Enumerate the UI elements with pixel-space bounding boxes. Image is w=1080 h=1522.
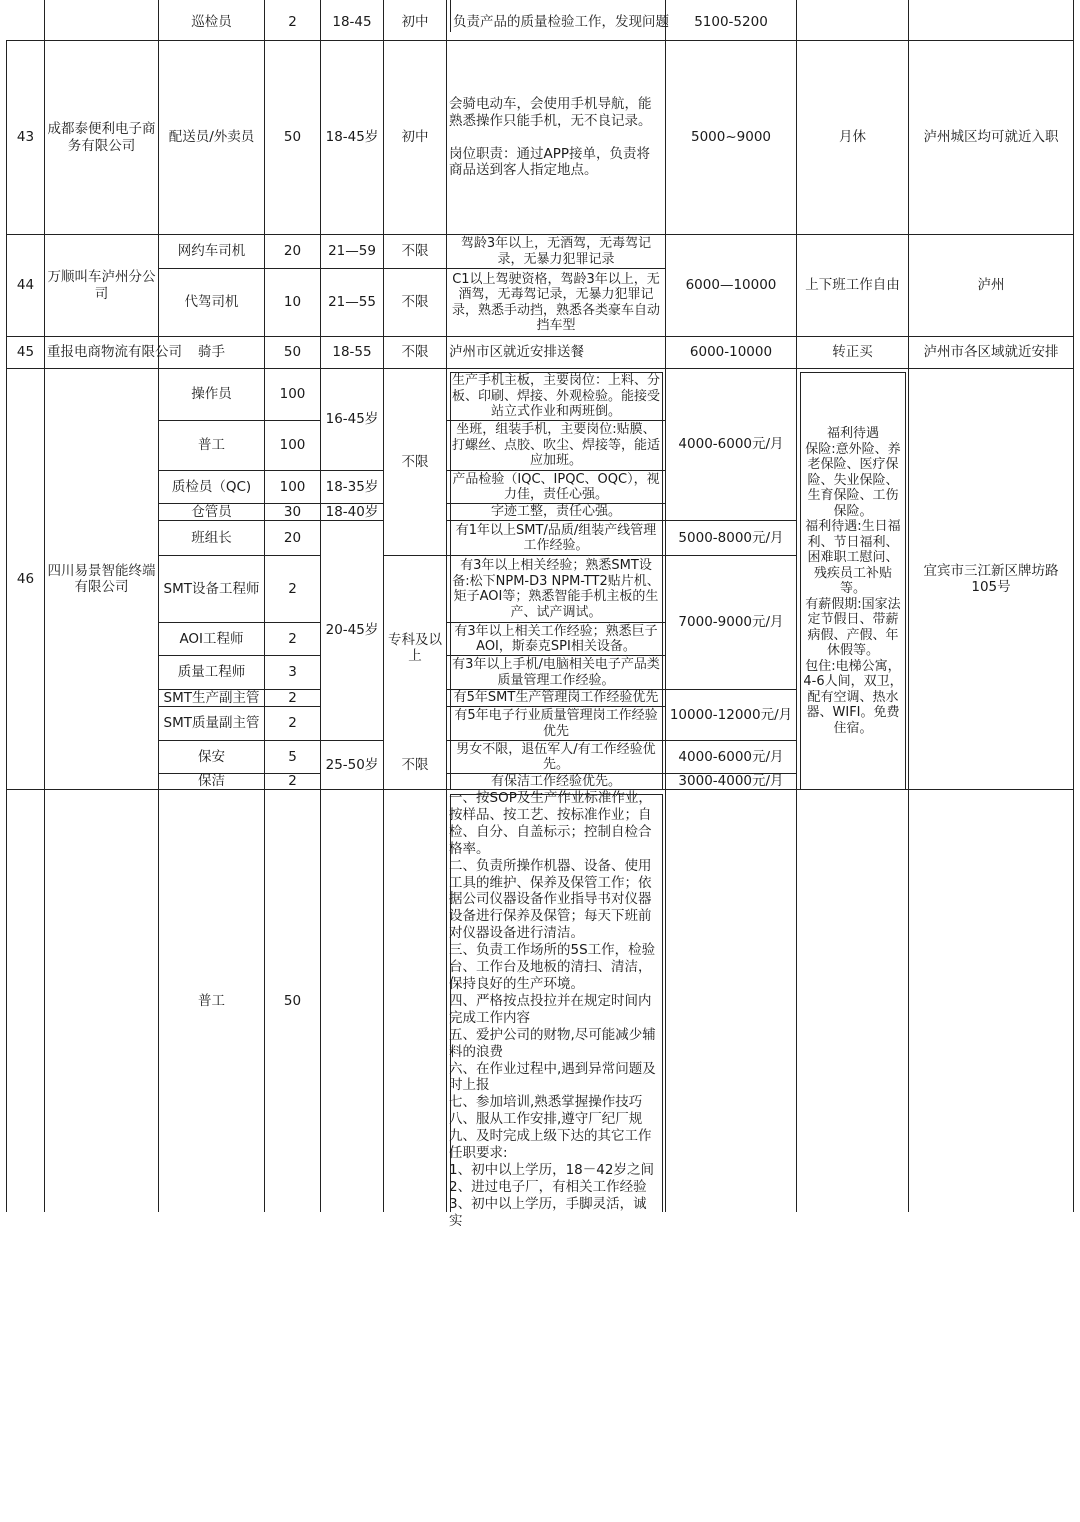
r46-count: 5 <box>288 748 297 765</box>
r46-edu: 专科及以上 <box>388 631 442 664</box>
r44-count-1: 20 <box>283 243 302 260</box>
r46-duty: 生产手机主板，主要岗位：上料、分板、印刷、焊接、外观检验。能接受站立式作业和两班倒。 <box>452 373 661 420</box>
r45-location: 泸州市各区域就近安排 <box>923 344 1059 361</box>
r46-salary: 7000-9000元/月 <box>678 614 784 631</box>
r46-count: 3 <box>288 664 297 681</box>
r43-age: 18-45岁 <box>325 129 379 146</box>
r46-count: 100 <box>279 386 306 403</box>
r46-salary: 5000-8000元/月 <box>678 529 784 546</box>
r45-count: 50 <box>283 344 302 361</box>
r46-edu: 不限 <box>401 453 429 470</box>
r45-age: 18-55 <box>332 344 372 361</box>
r45-salary: 6000-10000 <box>689 344 773 361</box>
r46-count: 20 <box>283 529 302 546</box>
r43-duty: 会骑电动车，会使用手机导航，能熟悉操作只能手机，无不良记录。 岗位职责：通过APP接单，负责将商品送到客人指定地点。 <box>449 96 652 179</box>
r42-count: 2 <box>288 13 297 30</box>
r46-position: 质检员（QC) <box>171 478 252 495</box>
r43-location: 泸州城区均可就近入职 <box>923 129 1059 146</box>
r45-duty: 泸州市区就近安排送餐 <box>449 344 584 361</box>
r42-age: 18-45 <box>332 13 372 30</box>
r43-benefit: 月休 <box>839 129 866 146</box>
r43-position: 配送员/外卖员 <box>168 129 255 146</box>
r46-salary: 10000-12000元/月 <box>669 706 793 723</box>
r46-edu: 不限 <box>401 756 429 773</box>
r46-company: 四川易景智能终端有限公司 <box>47 562 156 595</box>
r46-count: 2 <box>288 715 297 732</box>
r43-count: 50 <box>283 129 302 146</box>
r46-position: 班组长 <box>191 529 232 546</box>
r43-company: 成都泰便利电子商务有限公司 <box>47 121 156 154</box>
r43-salary: 5000~9000 <box>690 129 772 146</box>
r45-no: 45 <box>16 344 35 361</box>
r47-position: 普工 <box>198 992 225 1009</box>
r46-position: AOI工程师 <box>179 630 244 647</box>
r42-duty: 负责产品的质量检验工作，发现问题 <box>453 13 669 30</box>
r46-duty: 有3年以上相关经验；熟悉SMT设备:松下NPM-D3 NPM-TT2贴片机、矩子AOI等；熟悉智能手机主板的生产、试产调试。 <box>452 558 660 620</box>
r46-count: 2 <box>288 630 297 647</box>
r46-duty: 字迹工整，责任心强。 <box>490 504 621 520</box>
r46-duty: 有1年以上SMT/品质/组装产线管理工作经验。 <box>455 522 657 553</box>
r44-position-1: 网约车司机 <box>177 243 246 260</box>
r44-duty-2: C1以上驾驶资格，驾龄3年以上，无酒驾，无毒驾记录，无暴力犯罪记录，熟悉手动挡，熟悉各类豪车自动挡车型 <box>451 271 660 333</box>
r46-duty: 男女不限，退伍军人/有工作经验优先。 <box>456 741 656 772</box>
r47-duty: 一、按SOP及生产作业标准作业，按样品、按工艺、按标准作业；自检、自分、自盖标示；控制自检合格率。 二、负责所操作机器、设备、使用工具的维护、保养及保管工作；依据公司仪器设备作业指导书对仪器设备进行保养及保管；每天下班前对仪器设备进行清洁。 三、负责工作场所的5S工作，检验台、工作台及地板的清扫、清洁，保持良好的生产环境。 四、严格按点投拉并在规定时间内完成工作内容 五、爱护公司的财物,尽可能减少辅料的浪费 六、在作业过程中,遇到异常问题及时上报 七、参加培训,熟悉掌握操作技巧 八、服从工作安排,遵守厂纪厂规 九、及时完成上级下达的其它工作 任职要求: 1、初中以上学历，18－42岁之间 2、进过电子厂，有相关工作经验 3、初中以上学历，手脚灵活，诚实 <box>449 790 656 1229</box>
r44-no: 44 <box>16 277 35 294</box>
r46-count: 2 <box>288 689 297 706</box>
r42-salary: 5100-5200 <box>694 13 768 30</box>
r46-count: 100 <box>279 437 306 454</box>
r46-benefit: 福利待遇 保险:意外险、养老保险、医疗保险、失业保险、生育保险、工伤保险。 福利待遇:生日福利、节日福利、困难职工慰问、残疾员工补贴等。 有薪假期:国家法定节假日、带薪病假、产假、年休假等。 包住:电梯公寓，4-6人间，双卫，配有空调、热水器、WIFI。免费住宿。 <box>803 426 903 736</box>
r46-duty: 坐班，组装手机，主要岗位:贴膜、打螺丝、点胶、吹尘、焊接等，能适应加班。 <box>452 422 661 469</box>
r45-benefit: 转正买 <box>832 344 873 361</box>
r45-edu: 不限 <box>401 344 429 361</box>
r44-duty-1: 驾龄3年以上，无酒驾，无毒驾记录，无暴力犯罪记录 <box>460 236 652 267</box>
r46-count: 2 <box>288 580 297 597</box>
r44-position-2: 代驾司机 <box>184 294 239 311</box>
r42-edu: 初中 <box>401 13 429 30</box>
r44-salary: 6000—10000 <box>685 277 777 294</box>
r46-age: 20-45岁 <box>325 622 379 639</box>
r44-edu-2: 不限 <box>401 294 429 311</box>
r46-duty: 有5年电子行业质量管理岗工作经验优先 <box>454 708 658 739</box>
r46-location: 宜宾市三江新区牌坊路105号 <box>923 562 1059 595</box>
r44-count-2: 10 <box>283 294 302 311</box>
r46-age: 18-35岁 <box>325 478 379 495</box>
r46-duty: 有保洁工作经验优先。 <box>490 773 621 789</box>
r46-duty: 有3年以上手机/电脑相关电子产品类质量管理工作经验。 <box>452 657 660 688</box>
r43-no: 43 <box>16 129 35 146</box>
r46-position: 操作员 <box>191 386 232 403</box>
r42-position: 巡检员 <box>191 13 232 30</box>
r46-no: 46 <box>16 570 35 587</box>
r46-position: 普工 <box>198 437 225 454</box>
r46-salary: 4000-6000元/月 <box>678 436 784 453</box>
r45-company: 重报电商物流有限公司 <box>47 344 182 361</box>
r44-benefit: 上下班工作自由 <box>805 277 900 294</box>
r44-location: 泸州 <box>977 277 1005 294</box>
r45-position: 骑手 <box>198 344 225 361</box>
r46-count: 30 <box>283 503 302 520</box>
r44-age-1: 21—59 <box>328 243 376 260</box>
r46-age: 18-40岁 <box>325 503 379 520</box>
r46-duty: 产品检验（IQC、IPQC、OQC），视力佳，责任心强。 <box>452 471 660 502</box>
r46-age: 16-45岁 <box>325 411 379 428</box>
r46-position: 保安 <box>198 748 225 765</box>
r46-count: 2 <box>288 773 297 790</box>
r44-age-2: 21—55 <box>328 294 376 311</box>
r46-position: 保洁 <box>198 773 225 790</box>
r44-company: 万顺叫车泸州分公司 <box>47 269 156 302</box>
r46-position: SMT质量副主管 <box>163 715 260 732</box>
r46-position: SMT生产副主管 <box>163 689 260 706</box>
r46-count: 100 <box>279 478 306 495</box>
r46-position: 仓管员 <box>191 503 232 520</box>
r46-position: 质量工程师 <box>177 664 246 681</box>
r46-position: SMT设备工程师 <box>163 580 260 597</box>
r46-duty: 有5年SMT生产管理岗工作经验优先 <box>453 690 659 706</box>
r46-salary: 3000-4000元/月 <box>678 773 784 790</box>
r44-edu-1: 不限 <box>401 243 429 260</box>
r46-age: 25-50岁 <box>325 756 379 773</box>
r47-count: 50 <box>283 992 302 1009</box>
r46-duty: 有3年以上相关工作经验；熟悉巨子AOI，斯泰克SPI相关设备。 <box>454 623 658 654</box>
r43-edu: 初中 <box>401 129 429 146</box>
r46-salary: 4000-6000元/月 <box>678 748 784 765</box>
